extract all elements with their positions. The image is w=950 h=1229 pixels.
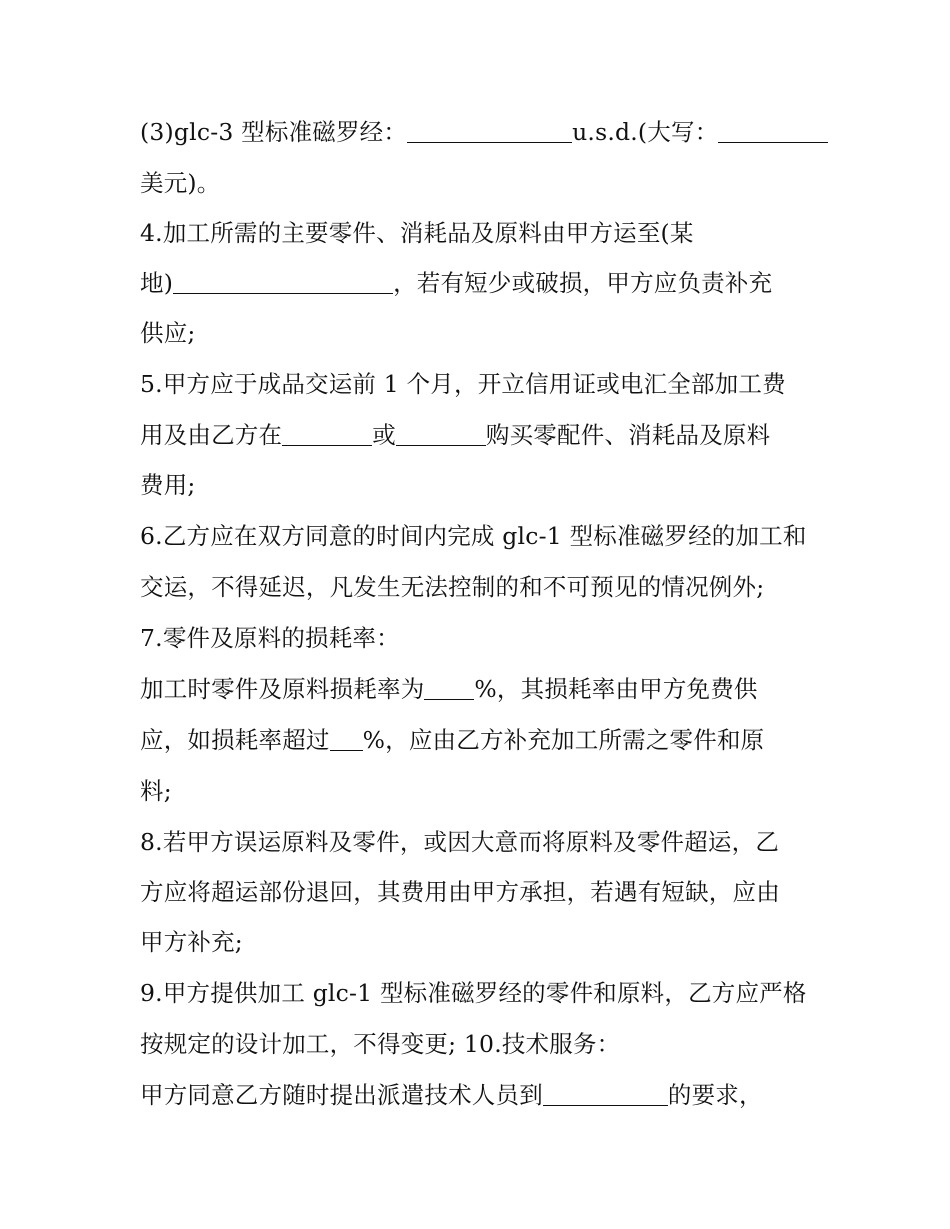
location-blank[interactable] — [173, 271, 393, 294]
item-10-prefix: 甲方同意乙方随时提出派遣技术人员到 — [140, 1081, 543, 1109]
item-4-prefix: 地) — [140, 269, 174, 297]
amount-blank[interactable] — [407, 120, 572, 143]
item-5-line-1 — [140, 369, 920, 399]
item-5-text: 5.甲方应于成品交运前 1 个月，开立信用证或电汇全部加工费 — [140, 370, 786, 398]
item-4-end: 供应; — [140, 319, 196, 347]
item-7-title: 7.零件及原料的损耗率： — [140, 624, 400, 652]
item-7-heading — [140, 623, 920, 653]
item-7-line-4 — [140, 776, 920, 806]
item-4-line-1 — [140, 218, 920, 248]
place-blank-2[interactable] — [396, 423, 486, 446]
item-6-line-2 — [140, 572, 920, 602]
item-10-suffix: 的要求， — [667, 1081, 763, 1109]
item-7-prefix-1: 加工时零件及原料损耗率为 — [140, 675, 425, 703]
item-8-line-1 — [140, 827, 920, 857]
item-7-line-2 — [140, 674, 920, 704]
place-blank-1[interactable] — [282, 423, 372, 446]
destination-blank[interactable] — [543, 1083, 668, 1106]
item-5-prefix: 用及由乙方在 — [140, 421, 283, 449]
item-3-prefix: (3)glc-3 型标准磁罗经： — [140, 118, 408, 146]
item-3-unit: u.s.d.(大写： — [572, 118, 719, 146]
item-7-prefix-2: 应，如损耗率超过 — [140, 726, 330, 754]
item-9-text-2: 按规定的设计加工，不得变更; 10.技术服务： — [140, 1030, 621, 1058]
item-7-end: 料; — [140, 777, 172, 805]
item-5-end: 费用; — [140, 471, 196, 499]
item-5-line-2 — [140, 420, 920, 450]
item-8-text-2: 方应将超运部份退回，其费用由甲方承担，若遇有短缺，应由 — [140, 878, 780, 906]
item-8-end: 甲方补充; — [140, 928, 243, 956]
item-6-text: 6.乙方应在双方同意的时间内完成 glc-1 型标准磁罗经的加工和 — [140, 522, 807, 550]
loss-rate-blank[interactable] — [424, 677, 474, 700]
item-9-text: 9.甲方提供加工 glc-1 型标准磁罗经的零件和原料，乙方应严格 — [140, 979, 807, 1007]
item-4-suffix: ，若有短少或破损，甲方应负责补充 — [393, 269, 773, 297]
item-3-line-1 — [140, 117, 920, 147]
item-8-line-2 — [140, 877, 920, 907]
item-5-suffix: 购买零配件、消耗品及原料 — [485, 421, 771, 449]
item-4-line-3 — [140, 318, 920, 348]
item-8-text: 8.若甲方误运原料及零件，或因大意而将原料及零件超运，乙 — [140, 828, 780, 856]
item-8-line-3 — [140, 927, 920, 957]
item-5-line-3 — [140, 470, 920, 500]
item-4-text: 4.加工所需的主要零件、消耗品及原料由甲方运至(某 — [140, 219, 694, 247]
amount-words-blank[interactable] — [718, 120, 828, 143]
item-3-line-2 — [140, 168, 920, 198]
item-6-line-1 — [140, 521, 920, 551]
item-3-suffix: 美元)。 — [140, 169, 221, 197]
item-6-text-2: 交运，不得延迟，凡发生无法控制的和不可预见的情况例外; — [140, 573, 765, 601]
item-9-line-1 — [140, 978, 920, 1008]
item-4-line-2 — [140, 268, 920, 298]
item-10-line-1 — [140, 1080, 920, 1110]
item-7-line-3 — [140, 725, 920, 755]
item-9-line-2 — [140, 1029, 920, 1059]
item-5-middle: 或 — [372, 421, 396, 449]
loss-limit-blank[interactable] — [330, 728, 363, 751]
item-7-suffix-1: %，其损耗率由甲方免费供 — [474, 675, 758, 703]
item-7-suffix-2: %，应由乙方补充加工所需之零件和原 — [362, 726, 765, 754]
